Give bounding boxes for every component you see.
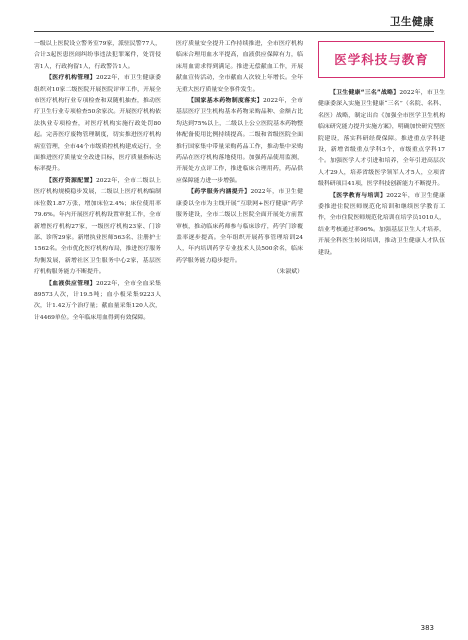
column-2-continuation: 医疗质量安全提升工作持续推进，全市医疗机构临床合理用血水平提高，血液供应保障有力，临床用血需求得到满足。推进无偿献血工作，开展献血宣传活动，全市献血人次较上年增长。全年无重大医疗质量安全事件发生。 [176, 41, 303, 93]
section-body: 2022年，市卫生健康委深入实施卫生健康“三名”（名院、名科、名医）战略，制定出台《加强全市医学卫生机构临床研究能力提升实施方案》，明确加快研究型医院建设，落实科研经费保障。推进重点学科建设，新增省级重点学科3个，市级重点学科17个。加强医学人才引进和培养，全年引进高层次人才29人，培养省级医学领军人才5人，立项省级科研项目41项，医学科技创新能力不断提升。 [318, 90, 445, 188]
section-body: 2022年，市卫生健康委组织对10家二级医院开展医院评审工作，开展全市医疗机构行业专项检查和双随机抽查，推动医疗卫生行业专项检查50余家次。开展医疗机构依法执业专项检查，对医疗机构实施行政处罚80起。完善医疗废物管理制度，切实推进医疗机构病室管理，全市44个市级质控机构建成运行，全面推进医疗质量安全改进目标，医疗质量指标达标率提升。 [34, 75, 161, 173]
section-title: 【药学服务内涵提升】 [188, 189, 251, 196]
section-body: 2022年，全市全血采集89573人次，计19.5吨；血小板采集9223人次，计1.42万个治疗量；献血量采集120人次，计4469单位。全年临床用血得到有效保障。 [34, 280, 161, 321]
text-column-3 [318, 39, 445, 259]
section-banner: 医学科技与教育 [318, 41, 445, 78]
author-credit: （朱淑斌） [273, 269, 303, 276]
section-body: 2022年，全市二级以上医疗机构规模稳步发展，二级以上医疗机构编制床位数1.87万张，增加床位2.4%；床位使用率79.6%。年内开展医疗机构设置审批工作，全市新增医疗机构27家，一级医疗机构23家、门诊部、诊所29家。新增执业医师563名、注册护士1562名。全市优化医疗机构布局，推进医疗服务均衡发展，新增社区卫生服务中心2家，基层医疗机构服务能力不断提升。 [34, 177, 161, 276]
section-blood-supply [34, 279, 161, 325]
section-essential-medicine-system [176, 96, 303, 187]
section-title: 【血液供应管理】 [46, 280, 96, 287]
column-1-intro: 一级以上医院设立警务室79家，派驻民警77人，合计3起医患医闹纠纷事违法犯罪案件，处罚侵害1人，行政拘留1人，行政警告1人。 [34, 41, 161, 70]
section-medical-institution-management [34, 73, 161, 176]
section-three-famous-strategy [318, 88, 445, 191]
running-header-title: 卫生健康 [390, 16, 434, 28]
section-body: 2022年，全市基层医疗卫生机构基本药物采购品种、金额占比均达到75%以上，二级以上公立医院基本药物整体配备使用比例持续提高。二级和省级医院全面推行国家集中带量采购药品工作，推动集中采购药品在医疗机构落地使用。加强药品使用监测，开展处方点评工作，推进临床合理用药，药品供应保障能力进一步增强。 [176, 98, 303, 184]
header-rule [34, 31, 434, 32]
page-number: 383 [420, 624, 434, 632]
section-title: 【卫生健康“三名”战略】 [330, 90, 400, 96]
section-medical-resource-allocation [34, 176, 161, 279]
section-title: 【国家基本药物制度落实】 [188, 98, 263, 105]
section-title: 【医疗机构管理】 [46, 75, 96, 82]
text-column-2 [176, 39, 303, 279]
section-pharmacy-service [176, 187, 303, 267]
section-body: 2022年，市卫生健康委以全市为主线开展“互联网+医疗健康”药学服务建设，全市二级以上医院全面开展处方前置审核，推动临床药师参与临床诊疗，药学门诊覆盖率逐步提高。全年组织开展药事管理培训24人，年内培训药学专业技术人员500余名，临床药学服务能力稳步提升。 [176, 189, 303, 264]
section-title: 【医疗资源配置】 [46, 177, 96, 184]
section-title: 【医学教育与培训】 [330, 192, 387, 199]
text-column-1 [34, 39, 161, 324]
section-medical-education [318, 191, 445, 259]
section-body: 2022年，市卫生健康委推进住院医师规范化培训和继续医学教育工作，全市住院医师规范化培训在培学员1010人，结业考核通过率96%。加强基层卫生人才培养，开展全科医生转岗培训，推动卫生健康人才队伍建设。 [318, 192, 445, 256]
